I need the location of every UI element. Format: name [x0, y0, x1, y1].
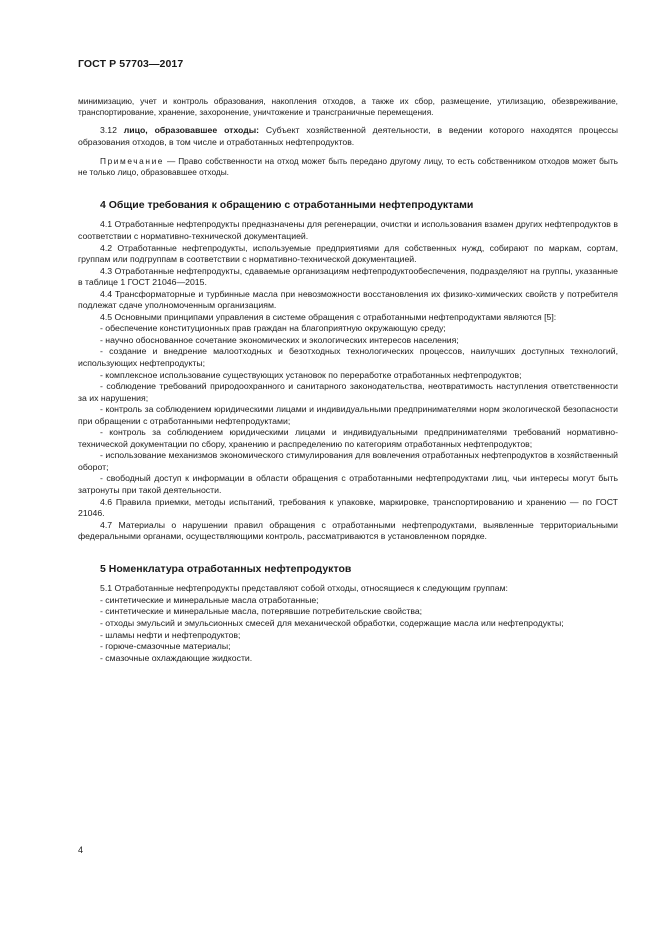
list-item: - контроль за соблюдением юридическими лицами и индивидуальными предпринимателями норм экологической безопасности при обращении с отработанными нефтепродуктами;: [78, 404, 618, 426]
list-item: - свободный доступ к информации в области обращения с отработанными нефтепродуктами лиц, чьи интересы могут быть затронуты при такой деятельности.: [78, 473, 618, 496]
document-body: [78, 96, 618, 664]
paragraph-4-3: 4.3 Отработанные нефтепродукты, сдаваемые организациям нефтепродуктообеспечения, подразделяют на группы, указанные в таблице 1 ГОСТ 21046—2015.: [78, 265, 618, 288]
list-item: - синтетические и минеральные масла отработанные;: [100, 594, 319, 605]
definition-number: 3.12: [100, 125, 124, 136]
definition-text: Субъект хозяйственной деятельности, в ведении которого находятся процессы образования отходов, в том числе и отработанных нефтепродуктов.: [78, 125, 618, 147]
page-number: 4: [78, 845, 84, 855]
section-4-heading: 4 Общие требования к обращению с отработанными нефтепродуктами: [100, 198, 474, 211]
list-item: - создание и внедрение малоотходных и безотходных технологических процессов, наилучших доступных технологий, использующих нефтепродукты;: [78, 346, 618, 369]
list-item: - контроль за соблюдением юридическими лицами и индивидуальными предпринимателями требований нормативно-технической документации по сбору, хранению и распределению по категориям отработанных нефтепродуктов;: [78, 427, 618, 449]
list-item: - обеспечение конституционных прав граждан на благоприятную окружающую среду;: [100, 323, 446, 334]
paragraph-4-2: 4.2 Отработанные нефтепродукты, используемые предприятиями для собственных нужд, собирают по маркам, сортам, группам или подгруппам в соответствии с нормативно-технической документацией.: [78, 242, 618, 265]
note-label: Примечание: [100, 155, 165, 166]
paragraph-4-5: 4.5 Основными принципами управления в системе обращения с отработанными нефтепродуктами являются [5]:: [100, 311, 557, 322]
intro-continuation: минимизацию, учет и контроль образования, накопления отходов, а также их сбор, размещение, утилизацию, обезвреживание, транспортирование, хранение, захоронение, уничтожение и трансграничные перемещения.: [78, 96, 618, 118]
note-text: — Право собственности на отход может быть передано другому лицу, то есть собственником отходов может быть не только лицо, образовавшее отходы.: [78, 155, 618, 177]
list-item: - горюче-смазочные материалы;: [100, 641, 231, 652]
note-paragraph: [78, 156, 618, 178]
list-item: - научно обоснованное сочетание экономических и экологических интересов населения;: [100, 334, 459, 345]
list-item: - синтетические и минеральные масла, потерявшие потребительские свойства;: [100, 606, 423, 617]
paragraph-4-1: 4.1 Отработанные нефтепродукты предназначены для регенерации, очистки и использования взамен других нефтепродуктов в соответствии с нормативно-технической документацией.: [78, 219, 618, 241]
list-item: - отходы эмульсий и эмульсионных смесей для механической обработки, содержащие масла или нефтепродукты;: [100, 617, 564, 628]
paragraph-4-7: 4.7 Материалы о нарушении правил обращения с отработанными нефтепродуктами, выявленные территориальными федеральными органами, осуществляющими контроль, рассматриваются в установленном порядке.: [78, 519, 618, 542]
list-item: - шламы нефти и нефтепродуктов;: [100, 629, 241, 640]
paragraph-5-1: 5.1 Отработанные нефтепродукты представляют собой отходы, относящиеся к следующим группам:: [100, 583, 508, 594]
list-item: - соблюдение требований природоохранного и санитарного законодательства, неотвратимость наступления ответственности за их нарушения;: [78, 381, 618, 403]
definition-term: лицо, образовавшее отходы:: [123, 125, 260, 136]
paragraph-4-4: 4.4 Трансформаторные и турбинные масла при невозможности восстановления их физико-химических свойств у потребителя подлежат сдаче уполномоченным организациям.: [78, 288, 618, 311]
document-header: ГОСТ Р 57703—2017: [78, 58, 184, 70]
list-item: - использование механизмов экономического стимулирования для вовлечения отработанных нефтепродуктов в хозяйственный оборот;: [78, 450, 618, 472]
definition-3-12: [78, 125, 618, 148]
section-5-heading: 5 Номенклатура отработанных нефтепродуктов: [100, 562, 352, 575]
list-item: - комплексное использование существующих установок по переработке отработанных нефтепродуктов;: [100, 369, 522, 380]
list-item: - смазочные охлаждающие жидкости.: [100, 652, 253, 663]
paragraph-4-6: 4.6 Правила приемки, методы испытаний, требования к упаковке, маркировке, транспортированию и хранению — по ГОСТ 21046.: [78, 496, 618, 519]
